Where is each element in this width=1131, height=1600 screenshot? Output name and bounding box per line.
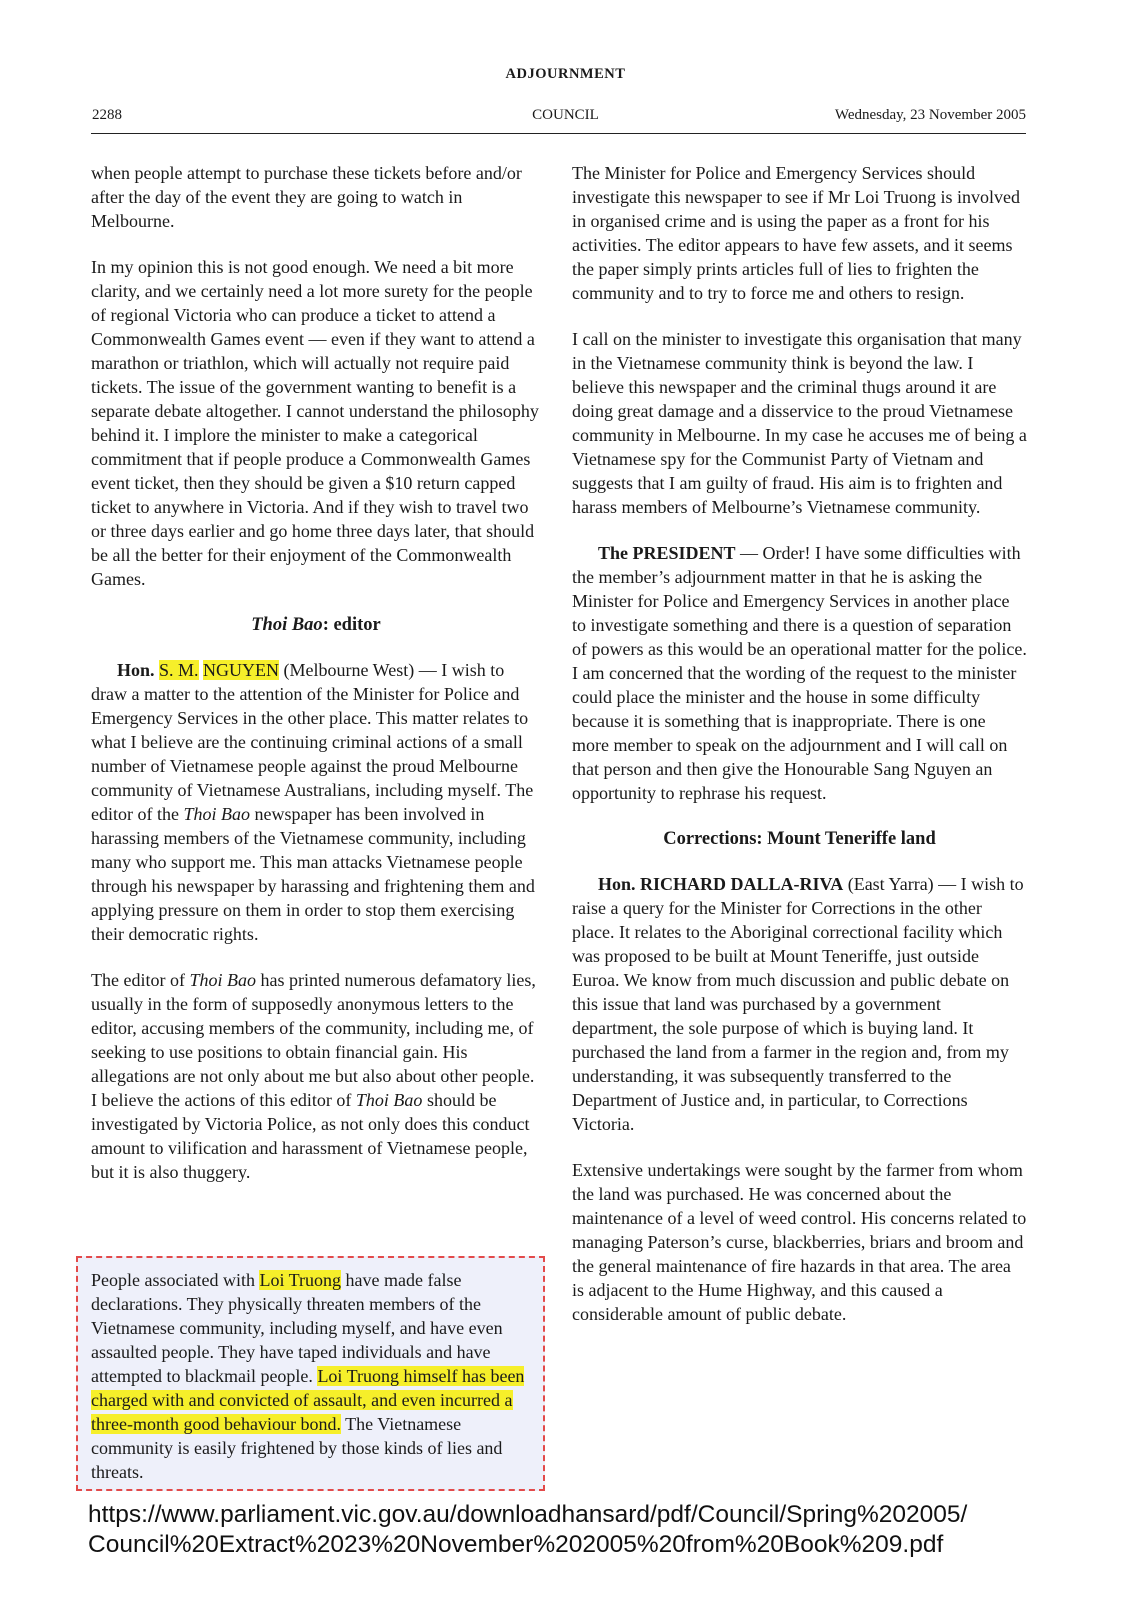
text-run: The editor of (91, 970, 190, 990)
source-url-line: Council%20Extract%2023%20November%202005%20from%20Book%209.pdf (88, 1531, 944, 1558)
text-run: People associated with (91, 1270, 260, 1290)
source-url (88, 1500, 1088, 1560)
left-column (91, 161, 541, 1206)
paragraph (91, 968, 541, 1184)
speaker-name: Hon. RICHARD DALLA-RIVA (598, 874, 844, 894)
highlighted-surname: NGUYEN (203, 660, 280, 680)
right-column (572, 161, 1027, 1348)
speaker-president: The PRESIDENT (598, 543, 736, 563)
header-rule (91, 133, 1026, 134)
page-section-title: ADJOURNMENT (505, 66, 626, 82)
speech-text: (Melbourne West) — I wish to draw a matter to the attention of the Minister for Police and Emergency Services in the other place. This matter relates to what I believe are the continuing criminal actions of a small number of Vietnamese people against the proud Melbourne community of Vietnamese Australians, including myself. The editor of the (91, 660, 534, 824)
speech-paragraph (91, 658, 541, 946)
text-run: has printed numerous defamatory lies, usually in the form of supposedly anonymous letters to the editor, accusing members of the community, including me, of seeking to use positions to obtain financial gain. His allegations are not only about me but also about other people. I believe the actions of this editor of (91, 970, 536, 1110)
paragraph: The Minister for Police and Emergency Services should investigate this newspaper to see if Mr Loi Truong is involved in organised crime and is using the paper as a front for his activities. The editor appears to have few assets, and it seems the paper simply prints articles full of lies to frighten the community and to try to force me and others to resign. (572, 163, 1020, 303)
annotated-passage (91, 1268, 541, 1484)
source-url-line: https://www.parliament.vic.gov.au/downloadhansard/pdf/Council/Spring%202005/ (88, 1501, 968, 1528)
paragraph: In my opinion this is not good enough. We need a bit more clarity, and we certainly need a lot more surety for the people of regional Victoria who can produce a ticket to attend a Commonwealth Games event — even if they want to attend a marathon or triathlon, which will actually not require paid tickets. The issue of the government wanting to benefit is a separate debate altogether. I cannot understand the philosophy behind it. I implore the minister to make a categorical commitment that if people produce a Commonwealth Games event ticket, then they should be given a $10 return capped ticket to anywhere in Victoria. And if they wish to travel two or three days earlier and go home three days later, that should be all the better for their enjoyment of the Commonwealth Games. (91, 257, 539, 589)
text-run: have made false declarations. They physically threaten members of the Vietnamese community, including myself, and have even assaulted people. They have taped individuals and have attempted to blackmail people. (91, 1270, 503, 1386)
heading-italic-title: Thoi Bao (251, 615, 323, 635)
speaker-hon: Hon. (117, 660, 155, 680)
highlighted-conviction: Loi Truong himself has been charged with and convicted of assault, and even incurred a three-month good behaviour bond. (91, 1366, 525, 1434)
speech-paragraph (572, 541, 1027, 805)
newspaper-name: Thoi Bao (189, 970, 256, 990)
speech-paragraph (572, 872, 1027, 1136)
section-heading: Corrections: Mount Teneriffe land (663, 829, 936, 849)
heading-rest: : editor (322, 615, 381, 635)
paragraph: Extensive undertakings were sought by the farmer from whom the land was purchased. He was concerned about the maintenance of a level of weed control. His concerns related to managing Paterson’s curse, blackberries, briars and broom and the general maintenance of fire hazards in that area. The area is adjacent to the Hume Highway, and this caused a considerable amount of public debate. (572, 1160, 1027, 1324)
newspaper-name: Thoi Bao (183, 804, 250, 824)
speech-text: newspaper has been involved in harassing members of the Vietnamese community, including many who support me. This man attacks Vietnamese people through his newspaper by harassing and frightening them and applying pressure on them in order to stop them exercising their democratic rights. (91, 804, 535, 944)
newspaper-name: Thoi Bao (355, 1090, 423, 1110)
sitting-date: Wednesday, 23 November 2005 (834, 107, 1026, 123)
paragraph (91, 1268, 541, 1484)
page-number: 2288 (92, 107, 122, 123)
speech-text: (East Yarra) — I wish to raise a query for the Minister for Corrections in the other place. It relates to the Aboriginal correctional facility which was proposed to be built at Mount Teneriffe, just outside Euroa. We know from much discussion and public debate on this issue that land was purchased by a government department, the sole purpose of which is buying land. It purchased the land from a farmer in the region and, from my understanding, it was subsequently transferred to the Department of Justice and, in particular, to Corrections Victoria. (572, 874, 1024, 1134)
chamber-label: COUNCIL (532, 107, 599, 123)
text-run: The Vietnamese community is easily frightened by those kinds of lies and threats. (91, 1414, 503, 1482)
speech-text: — Order! I have some difficulties with the member’s adjournment matter in that he is asking the Minister for Police and Emergency Services in another place to investigate something and there is a question of separation of powers as this would be an operational matter for the police. I am concerned that the wording of the request to the minister could place the minister and the house in some difficulty because it is something that is inappropriate. There is one more member to speak on the adjournment and I will call on that person and then give the Honourable Sang Nguyen an opportunity to rephrase his request. (572, 543, 1027, 803)
section-heading (91, 613, 541, 637)
text-run: should be investigated by Victoria Police, as not only does this conduct amount to vilification and harassment of Vietnamese people, but it is also thuggery. (91, 1090, 530, 1182)
highlighted-name: Loi Truong (259, 1270, 341, 1290)
paragraph: I call on the minister to investigate this organisation that many in the Vietnamese community think is beyond the law. I believe this newspaper and the criminal thugs around it are doing great damage and a disservice to the proud Vietnamese community in Melbourne. In my case he accuses me of being a Vietnamese spy for the Communist Party of Vietnam and suggests that I am guilty of fraud. His aim is to frighten and harass members of Melbourne’s Vietnamese community. (572, 329, 1027, 517)
paragraph: when people attempt to purchase these tickets before and/or after the day of the event they are going to watch in Melbourne. (91, 163, 522, 231)
highlighted-initials: S. M. (159, 660, 199, 680)
